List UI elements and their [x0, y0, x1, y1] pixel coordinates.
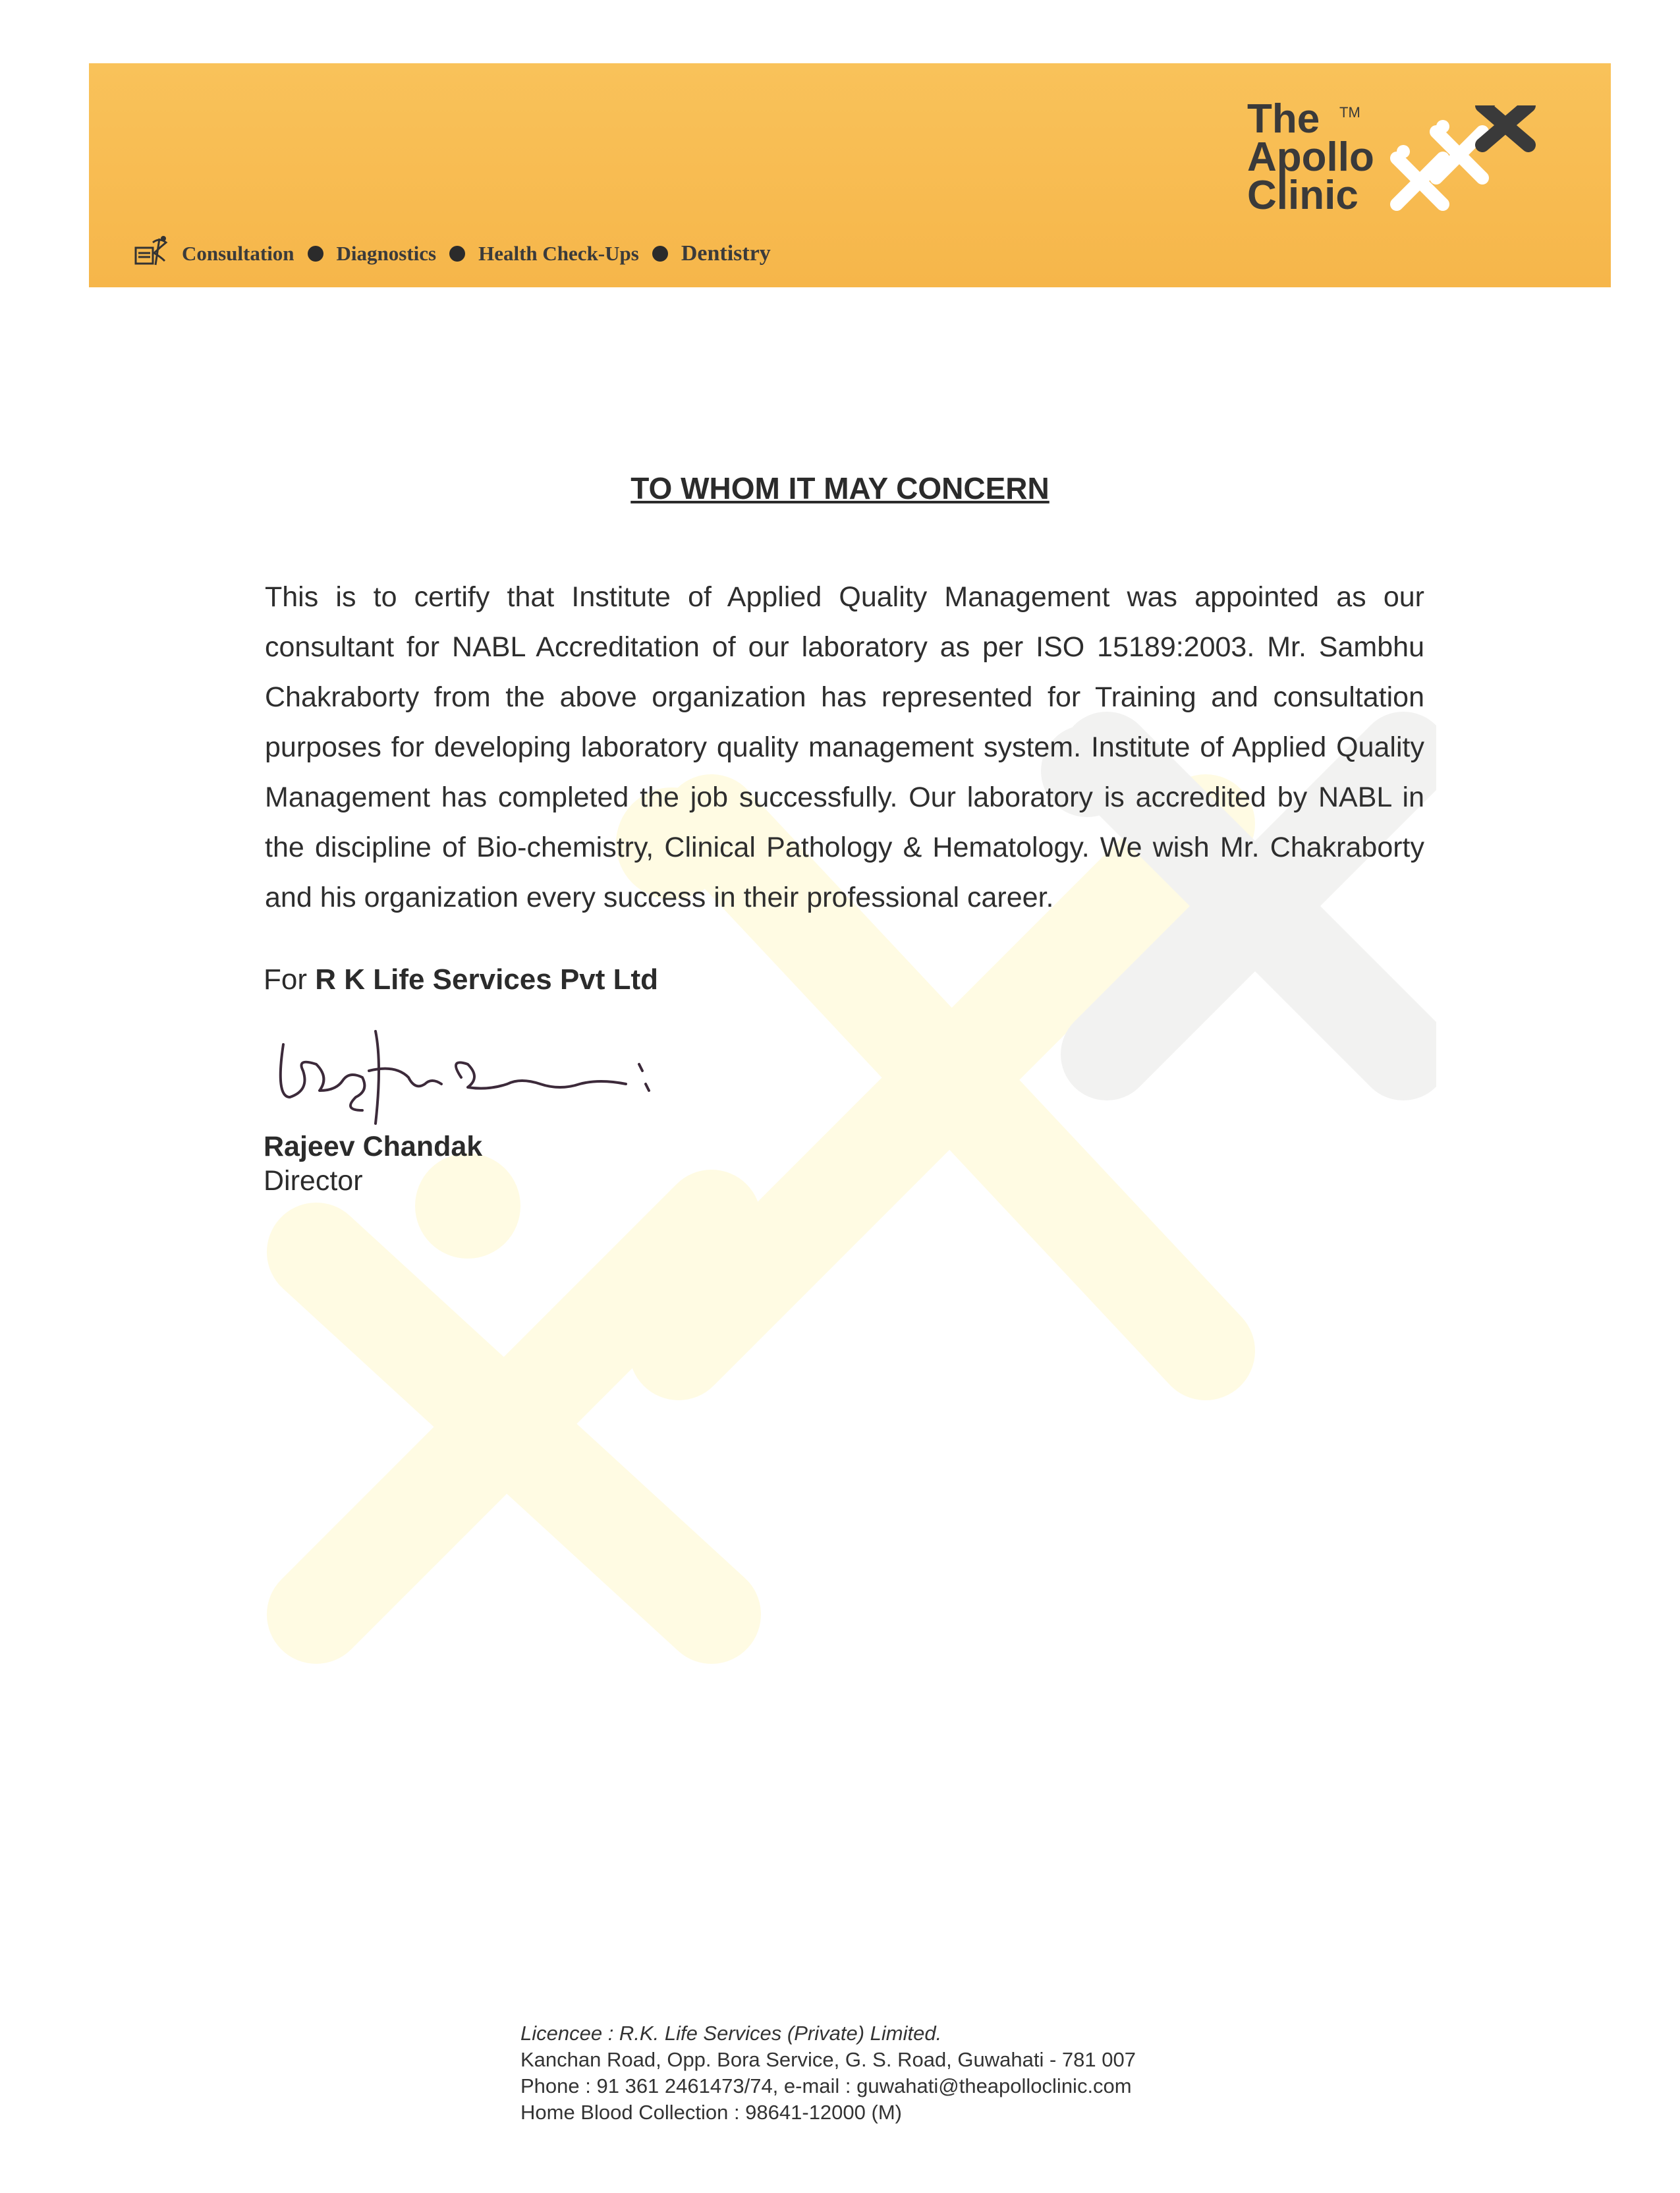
signer-title: Director — [264, 1165, 363, 1197]
service-health-checkups: Health Check-Ups — [478, 242, 639, 265]
footer-address: Kanchan Road, Opp. Bora Service, G. S. Road, Guwahati - 781 007 — [520, 2048, 1136, 2071]
logo-apollo: Apollo — [1247, 134, 1374, 180]
footer-phone-email: Phone : 91 361 2461473/74, e-mail : guwahati@theapolloclinic.com — [520, 2074, 1132, 2097]
bullet-dot — [449, 246, 465, 262]
letter-body: This is to certify that Institute of Applied Quality Management was appointed as our consultant for NABL Accreditation of our laboratory as per ISO 15189:2003. Mr. Sambhu Chakraborty from the above organization has represented for Training and consultation purposes for developing laboratory quality management system. Institute of Applied Quality Management has completed the job successfully. Our laboratory is accredited by NABL in the discipline of Bio-chemistry, Clinical Pathology & Hematology. We wish Mr. Chakraborty and his organization every success in their professional career. — [265, 581, 1424, 913]
signature — [270, 1018, 665, 1130]
services-bar — [132, 236, 771, 271]
apollo-figures-icon — [1384, 105, 1542, 217]
footer-address-block — [520, 2020, 1136, 2126]
caduceus-icon — [132, 233, 173, 274]
company-name: R K Life Services Pvt Ltd — [315, 963, 659, 996]
for-prefix: For — [264, 963, 307, 996]
for-company-line — [264, 963, 658, 996]
letter-heading: TO WHOM IT MAY CONCERN — [630, 471, 1050, 505]
bullet-dot — [308, 246, 323, 262]
bullet-dot — [652, 246, 668, 262]
service-consultation: Consultation — [182, 242, 294, 265]
logo-the: The — [1247, 96, 1320, 142]
footer-licencee: Licencee : R.K. Life Services (Private) Limited. — [520, 2022, 942, 2045]
logo-tm: TM — [1339, 104, 1360, 121]
service-dentistry: Dentistry — [681, 241, 771, 266]
footer-blood-collection: Home Blood Collection : 98641-12000 (M) — [520, 2101, 902, 2124]
logo-clinic: Clinic — [1247, 173, 1358, 218]
service-diagnostics: Diagnostics — [336, 242, 437, 265]
signer-name: Rajeev Chandak — [264, 1131, 483, 1162]
